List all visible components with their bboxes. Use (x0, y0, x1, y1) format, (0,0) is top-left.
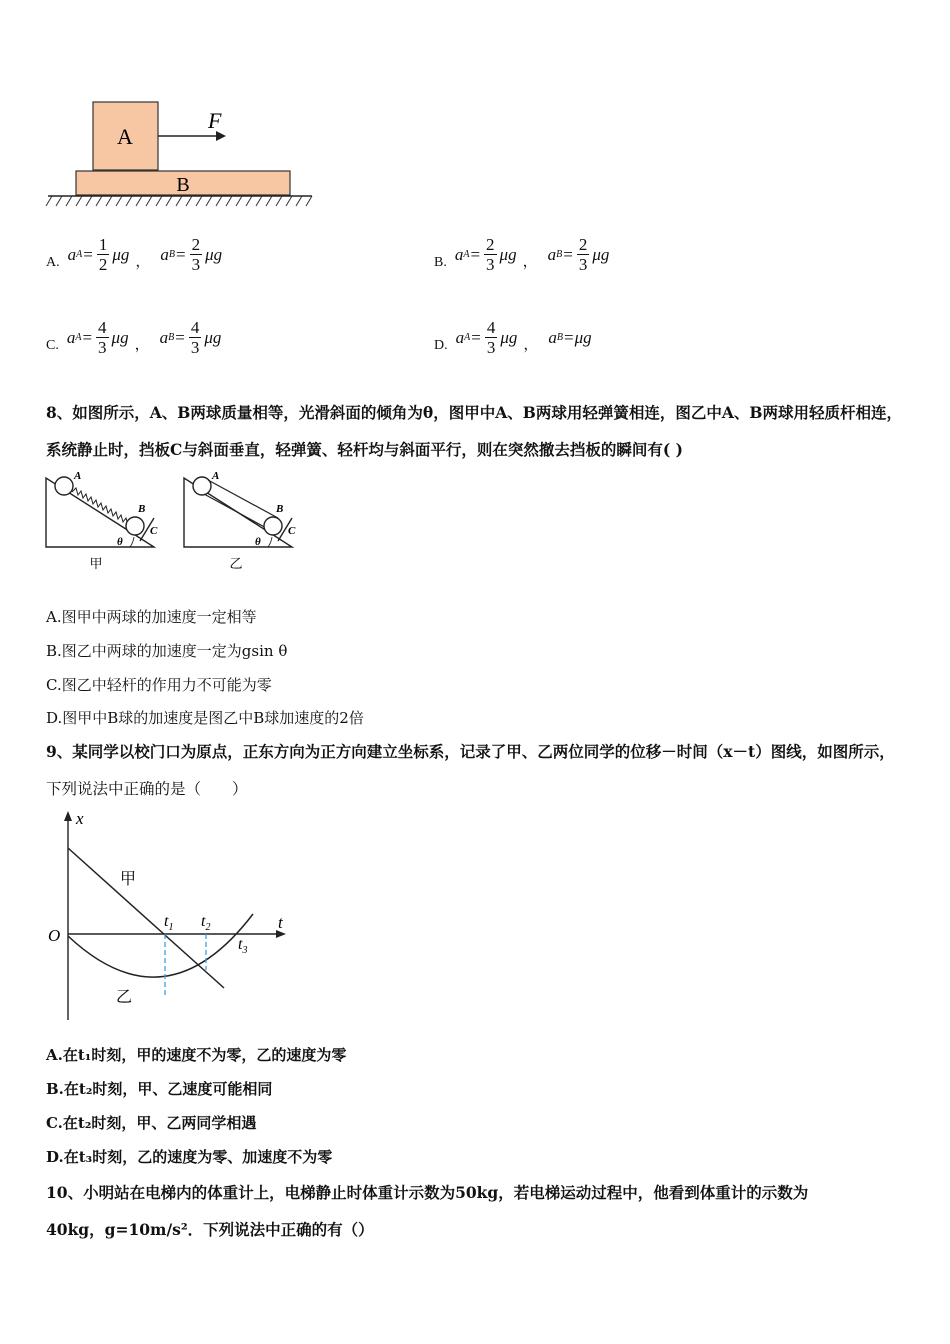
q10-stem-line1: 10、小明站在电梯内的体重计上，电梯静止时体重计示数为50kg，若电梯运动过程中，他看到体重计的示数为 (46, 1183, 809, 1202)
q9-stem-line1: 9、某同学以校门口为原点，正东方向为正方向建立坐标系，记录了甲、乙两位同学的位移－时间（x－t）图线，如图所示， (46, 742, 895, 761)
fraction: $\frac{1}{2}$ (98, 235, 108, 274)
ball-b (126, 517, 144, 535)
q8-option-a[interactable]: A.图甲中两球的加速度一定相等 (46, 608, 257, 626)
fraction: $\frac{4}{3}$ (98, 318, 107, 357)
rod-top (208, 480, 278, 518)
caption-jia: 甲 (89, 557, 103, 572)
q7-option-b[interactable]: B. a A = $\frac{2}{3}$ μg ， a B = $\frac{2}{3}$ μg (434, 235, 610, 274)
block-b-label: B (176, 174, 190, 196)
block-a-label: A (117, 124, 133, 149)
t2-label: $t_2$ (201, 913, 211, 933)
svg-text:B: B (138, 503, 146, 515)
option-letter: B. (434, 255, 447, 270)
x-axis-label: t (278, 913, 283, 932)
block-force-figure (44, 100, 316, 212)
jia-label: 甲 (120, 869, 137, 888)
svg-text:A: A (212, 470, 220, 482)
svg-text:A: A (74, 470, 82, 482)
q8-stem-line1: 8、如图所示，A、B两球质量相等，光滑斜面的倾角为θ，图甲中A、B两球用轻弹簧相连，图乙中A、B两球用轻质杆相连， (46, 403, 903, 422)
force-label: F (208, 108, 222, 133)
q8-option-d[interactable]: D.图甲中B球的加速度是图乙中B球加速度的2倍 (46, 709, 364, 727)
yi-curve (68, 914, 253, 977)
t3-label: $t_3$ (238, 936, 248, 956)
q9-option-a[interactable]: A.在t₁时刻，甲的速度不为零，乙的速度为零 (46, 1046, 347, 1064)
accel-symbol: a (67, 244, 77, 264)
q9-option-c[interactable]: C.在t₂时刻，甲、乙两同学相遇 (46, 1114, 257, 1132)
q7-option-c[interactable]: C. a A = $\frac{4}{3}$ μg ， a B = $\frac{4}{3}$ μg (46, 318, 222, 357)
fraction: $\frac{4}{3}$ (190, 318, 200, 357)
fraction: $\frac{2}{3}$ (486, 235, 495, 274)
rod-bottom (204, 494, 270, 530)
incline-yi (184, 470, 296, 572)
q10-stem-line2: 40kg，g=10m/s²．下列说法中正确的有（） (46, 1220, 374, 1239)
option-letter: C. (46, 338, 59, 353)
xt-graph (44, 806, 294, 1026)
fraction: $\frac{2}{3}$ (191, 235, 201, 274)
caption-yi: 乙 (229, 557, 243, 572)
fraction: $\frac{2}{3}$ (578, 235, 588, 274)
incline-jia (46, 470, 158, 572)
svg-text:θ: θ (117, 536, 123, 548)
q8-option-c[interactable]: C.图乙中轻杆的作用力不可能为零 (46, 676, 272, 694)
ground-hatching (46, 196, 312, 206)
fraction: $\frac{4}{3}$ (486, 318, 496, 357)
ball-b (264, 517, 282, 535)
incline-figure (42, 468, 312, 578)
option-letter: A. (46, 255, 60, 270)
q9-stem-line2: 下列说法中正确的是（ ） (46, 780, 248, 798)
option-letter: D. (434, 338, 448, 353)
q8-stem-line2: 系统静止时，挡板C与斜面垂直，轻弹簧、轻杆均与斜面平行，则在突然撤去挡板的瞬间有( ) (46, 440, 683, 459)
yi-label: 乙 (116, 987, 133, 1006)
origin-label: O (48, 926, 61, 945)
q9-option-d[interactable]: D.在t₃时刻，乙的速度为零、加速度不为零 (46, 1148, 333, 1166)
svg-text:C: C (150, 525, 158, 537)
q9-option-b[interactable]: B.在t₂时刻，甲、乙速度可能相同 (46, 1080, 273, 1098)
q8-option-b[interactable]: B.图乙中两球的加速度一定为gsin θ (46, 642, 288, 660)
q7-option-a[interactable]: A. a A = $\frac{1}{2}$ μg ， a B = $\frac{2}{3}$ μg (46, 235, 223, 274)
svg-text:C: C (288, 525, 296, 537)
y-axis-label: x (76, 809, 84, 828)
t1-label: $t_1$ (164, 913, 174, 933)
svg-text:B: B (276, 503, 284, 515)
ball-a (55, 477, 73, 495)
svg-text:θ: θ (255, 536, 261, 548)
q7-option-d[interactable]: D. a A = $\frac{4}{3}$ μg ， a B = μg (434, 318, 592, 357)
